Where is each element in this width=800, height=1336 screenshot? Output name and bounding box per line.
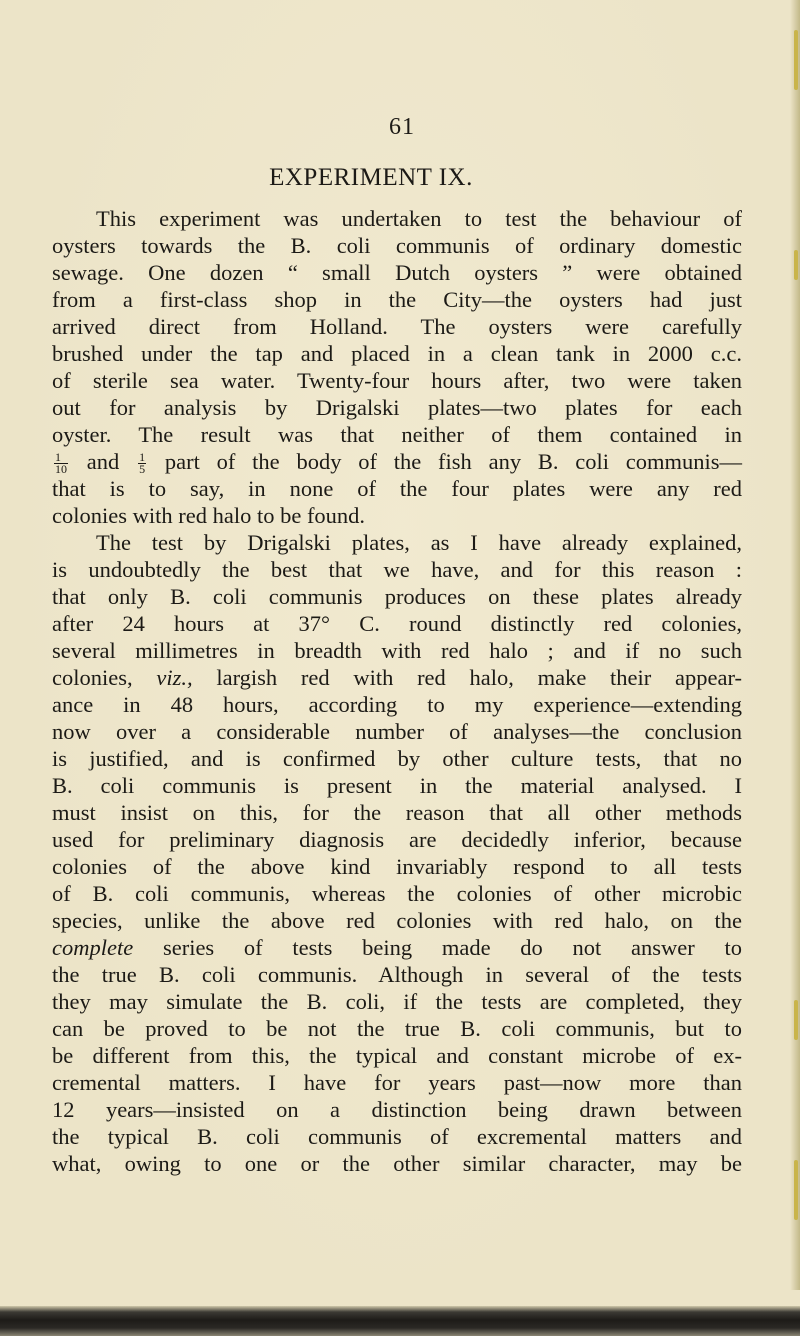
text-line: sewage. One dozen “ small Dutch oysters ” were obtained — [52, 260, 742, 285]
text-line: arrived direct from Holland. The oysters were carefully — [52, 314, 742, 339]
text-line: be different from this, the typical and constant microbe of ex- — [52, 1043, 742, 1068]
page-edge-mark — [794, 30, 798, 90]
viz-text-line — [52, 664, 742, 691]
text-line: 12 years—insisted on a distinction being drawn between — [52, 1097, 742, 1122]
text-line: several millimetres in breadth with red halo ; and if no such — [52, 638, 742, 663]
text-line: cremental matters. I have for years past—now more than — [52, 1070, 742, 1095]
text-line: what, owing to one or the other similar character, may be — [52, 1151, 742, 1176]
text-line: B. coli communis is present in the material analysed. I — [52, 773, 742, 798]
text-line: is justified, and is confirmed by other culture tests, that no — [52, 746, 742, 771]
text-fragment: and — [86, 449, 120, 474]
text-fragment: part of the body of the fish any B. coli communis— — [164, 449, 743, 474]
text-line: oysters towards the B. coli communis of ordinary domestic — [52, 233, 742, 258]
text-fragment: largish red with red halo, make their appear- — [216, 665, 743, 690]
fraction-text-line — [52, 448, 742, 475]
text-fragment: colonies, — [52, 665, 133, 690]
italic-text: complete — [52, 935, 134, 960]
text-fragment: series of tests being made do not answer to — [162, 935, 742, 960]
text-line: This experiment was undertaken to test the behaviour of — [96, 206, 742, 231]
fraction-numerator: 1 — [139, 450, 146, 465]
text-line: out for analysis by Drigalski plates—two plates for each — [52, 395, 742, 420]
text-line: they may simulate the B. coli, if the tests are completed, they — [52, 989, 742, 1014]
complete-text-line — [52, 934, 742, 961]
text-line: species, unlike the above red colonies with red halo, on the — [52, 908, 742, 933]
scan-bottom-edge — [0, 1306, 800, 1336]
text-line: ance in 48 hours, according to my experience—extending — [52, 692, 742, 717]
text-line: from a first-class shop in the City—the oysters had just — [52, 287, 742, 312]
page-edge-mark — [794, 1000, 798, 1040]
text-line: is undoubtedly the best that we have, and for this reason : — [52, 557, 742, 582]
text-line: colonies with red halo to be found. — [52, 503, 366, 528]
text-line: brushed under the tap and placed in a clean tank in 2000 c.c. — [52, 341, 742, 366]
page-edge-mark — [794, 1160, 798, 1220]
text-line: after 24 hours at 37° C. round distinctly red colonies, — [52, 611, 742, 636]
fraction-one-tenth — [54, 452, 68, 475]
text-line: used for preliminary diagnosis are decidedly inferior, because — [52, 827, 742, 852]
section-title: EXPERIMENT IX. — [269, 164, 473, 191]
text-line: of B. coli communis, whereas the colonies of other microbic — [52, 881, 742, 906]
text-line: The test by Drigalski plates, as I have already explained, — [96, 530, 742, 555]
text-line: now over a considerable number of analyses—the conclusion — [52, 719, 742, 744]
text-line: must insist on this, for the reason that all other methods — [52, 800, 742, 825]
text-line: the true B. coli communis. Although in several of the tests — [52, 962, 742, 987]
text-line: can be proved to be not the true B. coli communis, but to — [52, 1016, 742, 1041]
text-line: of sterile sea water. Twenty-four hours after, two were taken — [52, 368, 742, 393]
page-number: 61 — [389, 114, 415, 140]
fraction-denominator: 10 — [55, 462, 67, 477]
fraction-numerator: 1 — [54, 452, 68, 464]
fraction-one-fifth — [138, 452, 146, 475]
page-edge-shadow — [790, 0, 800, 1290]
page-edge-mark — [794, 250, 798, 280]
text-line: colonies of the above kind invariably respond to all tests — [52, 854, 742, 879]
text-line: the typical B. coli communis of excremental matters and — [52, 1124, 742, 1149]
text-line: that is to say, in none of the four plates were any red — [52, 476, 742, 501]
text-line: that only B. coli communis produces on these plates already — [52, 584, 742, 609]
body-text — [52, 205, 742, 1177]
fraction-denominator: 5 — [139, 462, 146, 477]
italic-text: viz., — [156, 665, 193, 690]
text-line: oyster. The result was that neither of them contained in — [52, 422, 742, 447]
